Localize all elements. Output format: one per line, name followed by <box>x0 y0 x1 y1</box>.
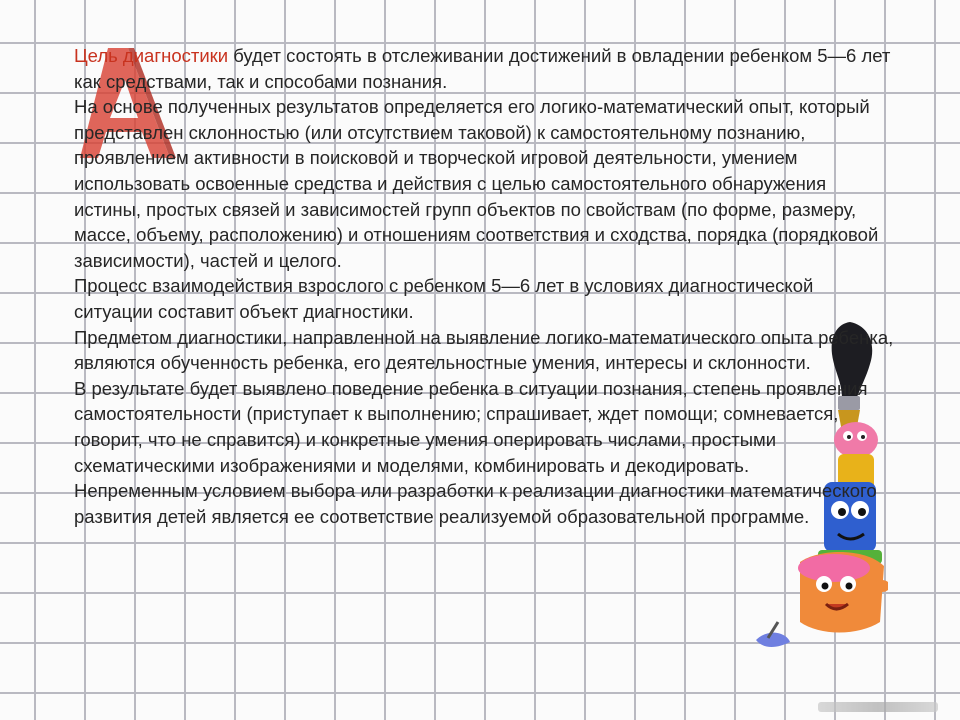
paragraph-text: В результате будет выявлено поведение ребенка в ситуации познания, степень проявления самостоятельности (приступает к выполнению; спрашивает, ждет помощи; сомневается, говорит, что не справится) и конкретные умения оперировать числами, простыми схематическими изображениями и моделями, комбинировать и декодировать. <box>74 377 868 476</box>
paragraph-text: Предметом диагностики, направленной на выявление логико-математического опыта ребенка, являются обученность ребенка, его деятельностные умения, интересы и склонности. <box>74 326 894 374</box>
highlighted-term: Цель диагностики <box>74 45 229 66</box>
paragraph-object <box>74 273 894 324</box>
paragraph-text: Процесс взаимодействия взрослого с ребенком 5—6 лет в условиях диагностической ситуации составит объект диагностики. <box>74 275 814 322</box>
paragraph-experience <box>74 94 894 273</box>
watermark <box>818 702 938 712</box>
paragraph-result <box>74 376 894 478</box>
slide-text-block <box>74 43 894 529</box>
paragraph-text: будет состоять в отслеживании достижений в овладении ребенком 5—6 лет как средствами, так и способами познания. <box>74 45 891 92</box>
paragraph-subject <box>74 325 894 376</box>
paragraph-text: Непременным условием выбора или разработки к реализации диагностики математического развития детей является ее соответствие реализуемой образовательной программе. <box>74 480 877 527</box>
paragraph-text: На основе полученных результатов определяется его логико-математический опыт, который представлен склонностью (или отсутствием таковой) к самостоятельному познанию, проявлением активности в поисковой и творческой игровой деятельности, умением использовать освоенные средства и действия с целью самостоятельного обнаружения истины, простых связей и зависимостей групп объектов по свойствам (по форме, размеру, массе, объему, расположению) и отношениям соответствия и сходства, порядка (порядковой зависимости), частей и целого. <box>74 96 879 271</box>
paragraph-condition <box>74 478 894 529</box>
paragraph-goal <box>74 43 894 94</box>
